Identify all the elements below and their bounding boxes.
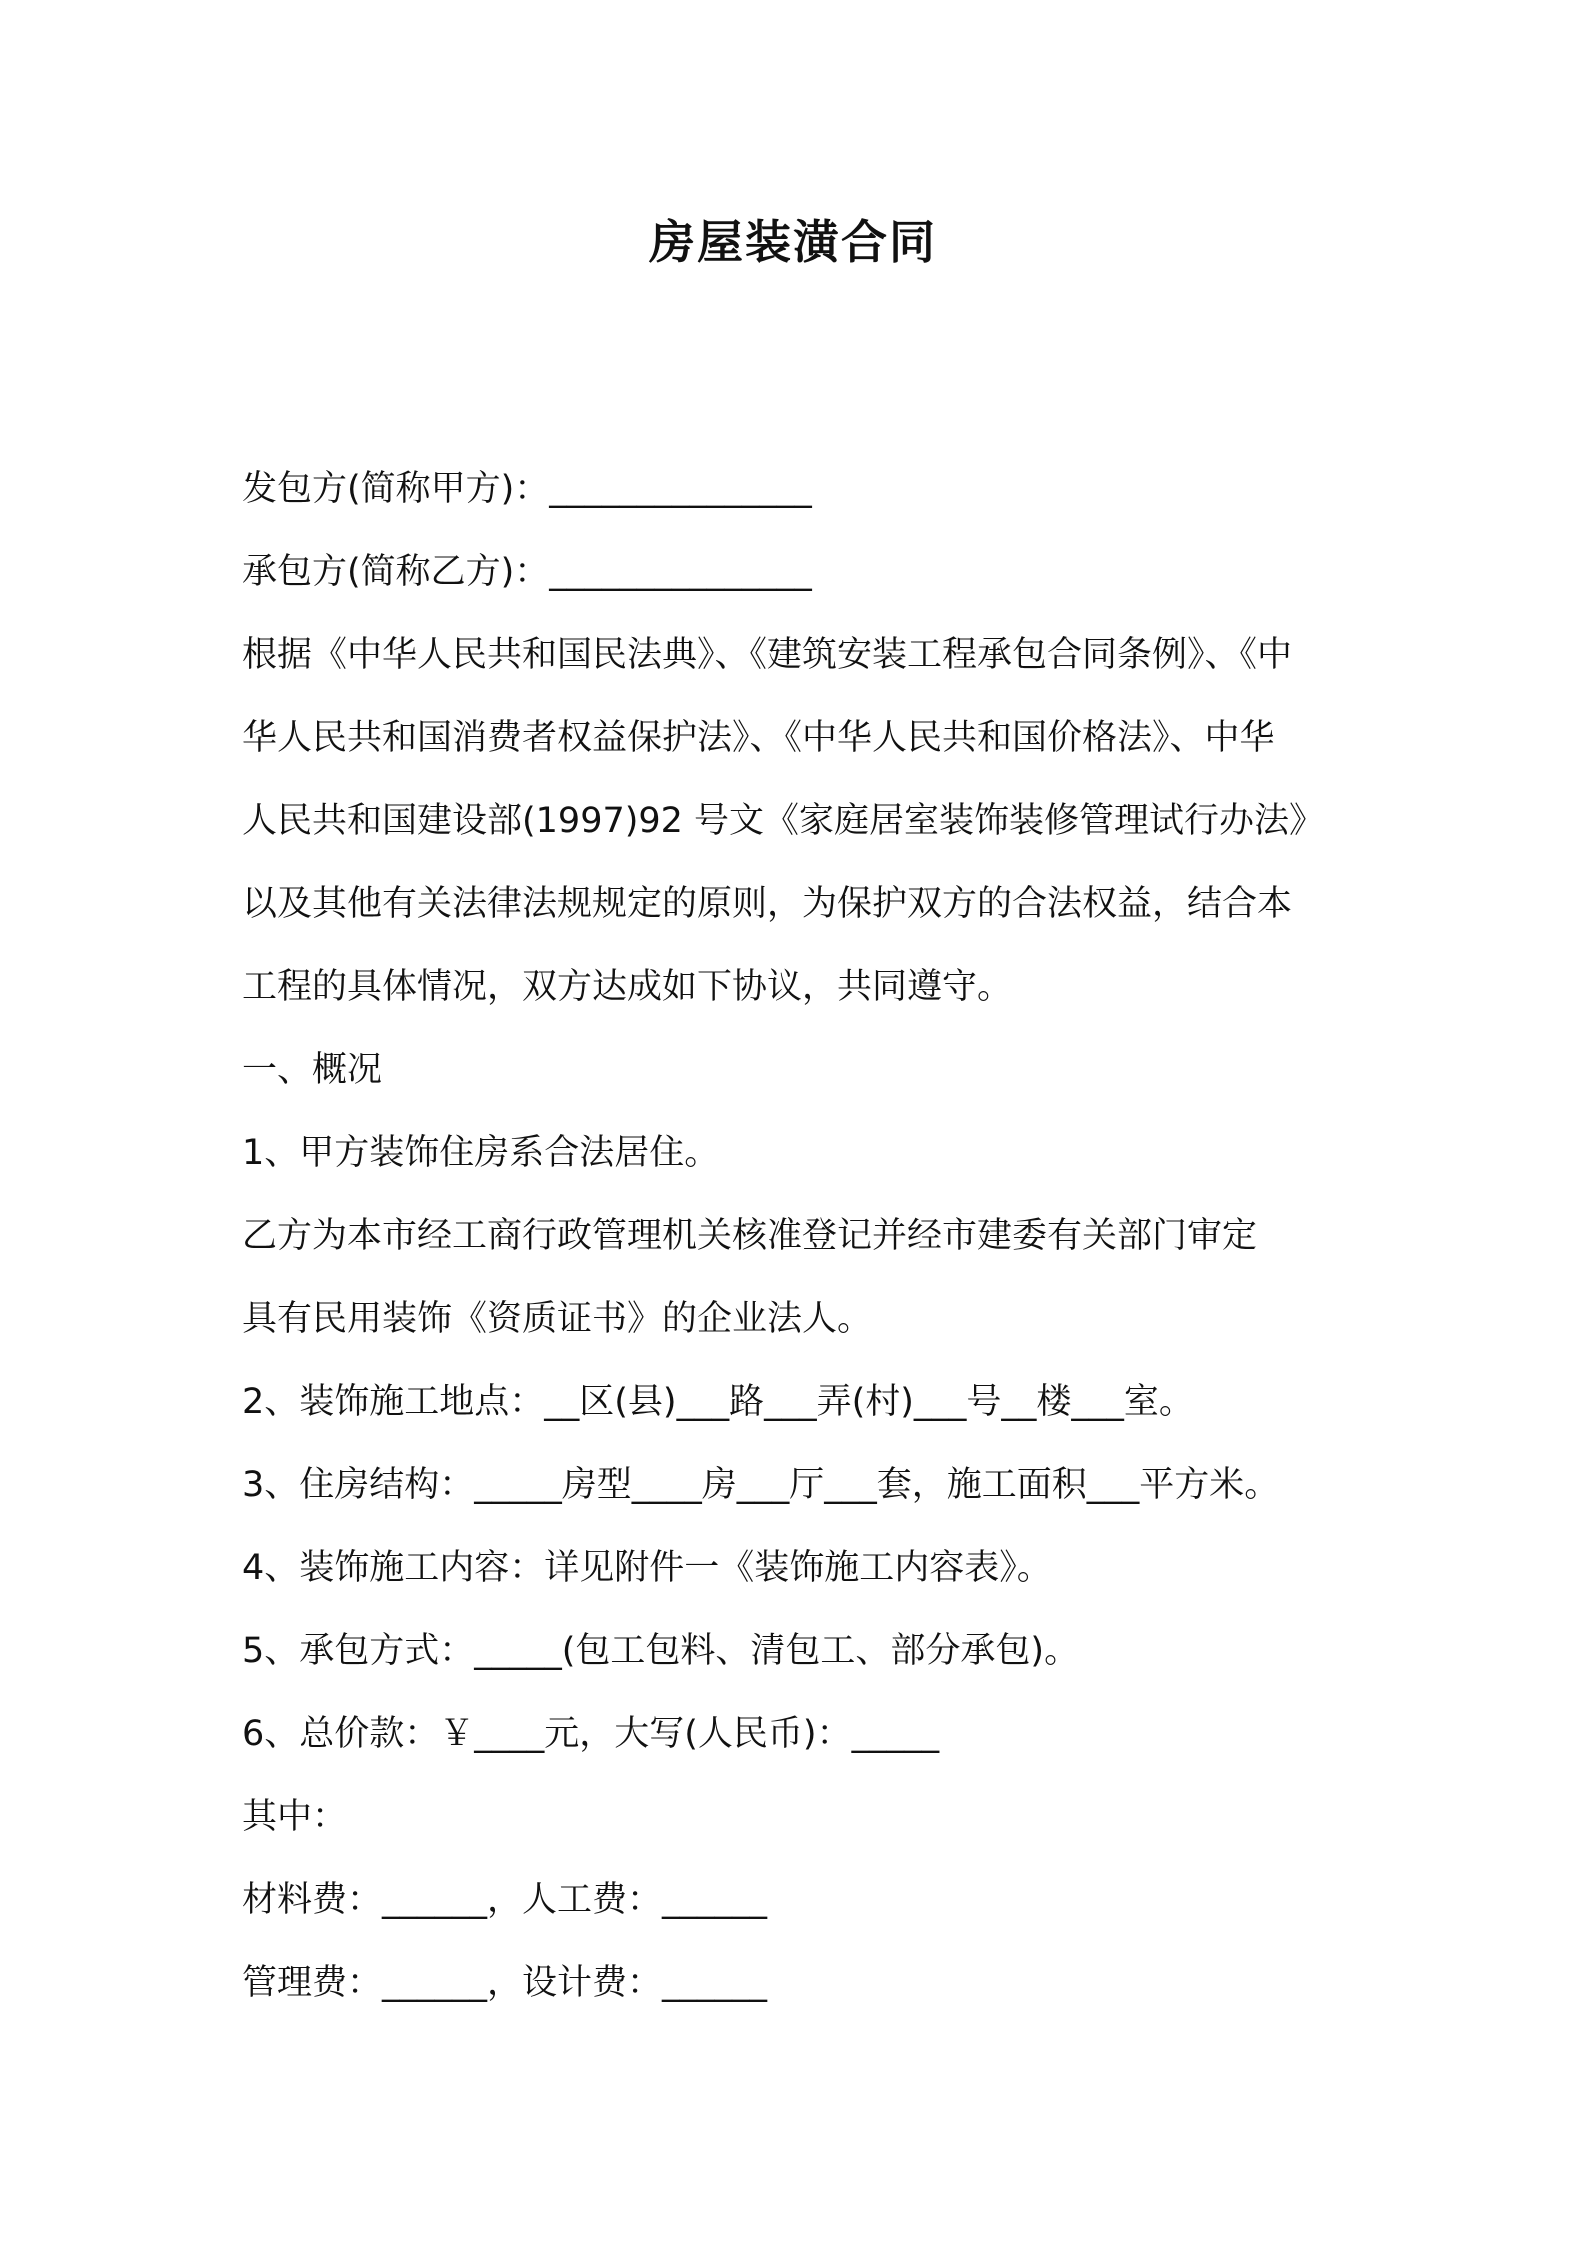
clause-1-party-b-line-2: 具有民用装饰《资质证书》的企业法人。 xyxy=(242,1299,873,1339)
preamble-line-4: 以及其他有关法律法规规定的原则，为保护双方的合法权益，结合本 xyxy=(242,884,1293,924)
preamble-line-2: 华人民共和国消费者权益保护法》、《中华人民共和国价格法》、中华 xyxy=(242,718,1275,758)
material-labor-fees: 材料费：______，人工费：______ xyxy=(242,1880,768,1920)
preamble-line-3: 人民共和国建设部(1997)92 号文《家庭居室装饰装修管理试行办法》 xyxy=(242,801,1325,841)
clause-1-party-b-line-1: 乙方为本市经工商行政管理机关核准登记并经市建委有关部门审定 xyxy=(242,1216,1258,1256)
section-heading-overview: 一、概况 xyxy=(242,1050,383,1090)
document-body xyxy=(242,448,1372,2025)
preamble-line-5: 工程的具体情况，双方达成如下协议，共同遵守。 xyxy=(242,967,1013,1007)
clause-2-location: 2、装饰施工地点：__区(县)___路___弄(村)___号__楼___室。 xyxy=(242,1382,1194,1422)
preamble-line-1: 根据《中华人民共和国民法典》、《建筑安装工程承包合同条例》、《中 xyxy=(242,635,1293,675)
clause-1: 1、甲方装饰住房系合法居住。 xyxy=(242,1133,720,1173)
management-design-fees: 管理费：______，设计费：______ xyxy=(242,1963,768,2003)
document-title: 房屋装潢合同 xyxy=(649,215,937,269)
clause-4-content: 4、装饰施工内容：详见附件一《装饰施工内容表》。 xyxy=(242,1548,1052,1588)
party-b-line: 承包方(简称乙方)：_______________ xyxy=(242,552,812,592)
of-which-label: 其中： xyxy=(242,1797,348,1837)
clause-5-contract-mode: 5、承包方式：_____(包工包料、清包工、部分承包)。 xyxy=(242,1631,1080,1671)
party-a-line: 发包方(简称甲方)：_______________ xyxy=(242,469,812,509)
clause-3-structure: 3、住房结构：_____房型____房___厅___套，施工面积___平方米。 xyxy=(242,1465,1280,1505)
clause-6-total-price: 6、总价款：￥____元，大写(人民币)：_____ xyxy=(242,1714,940,1754)
